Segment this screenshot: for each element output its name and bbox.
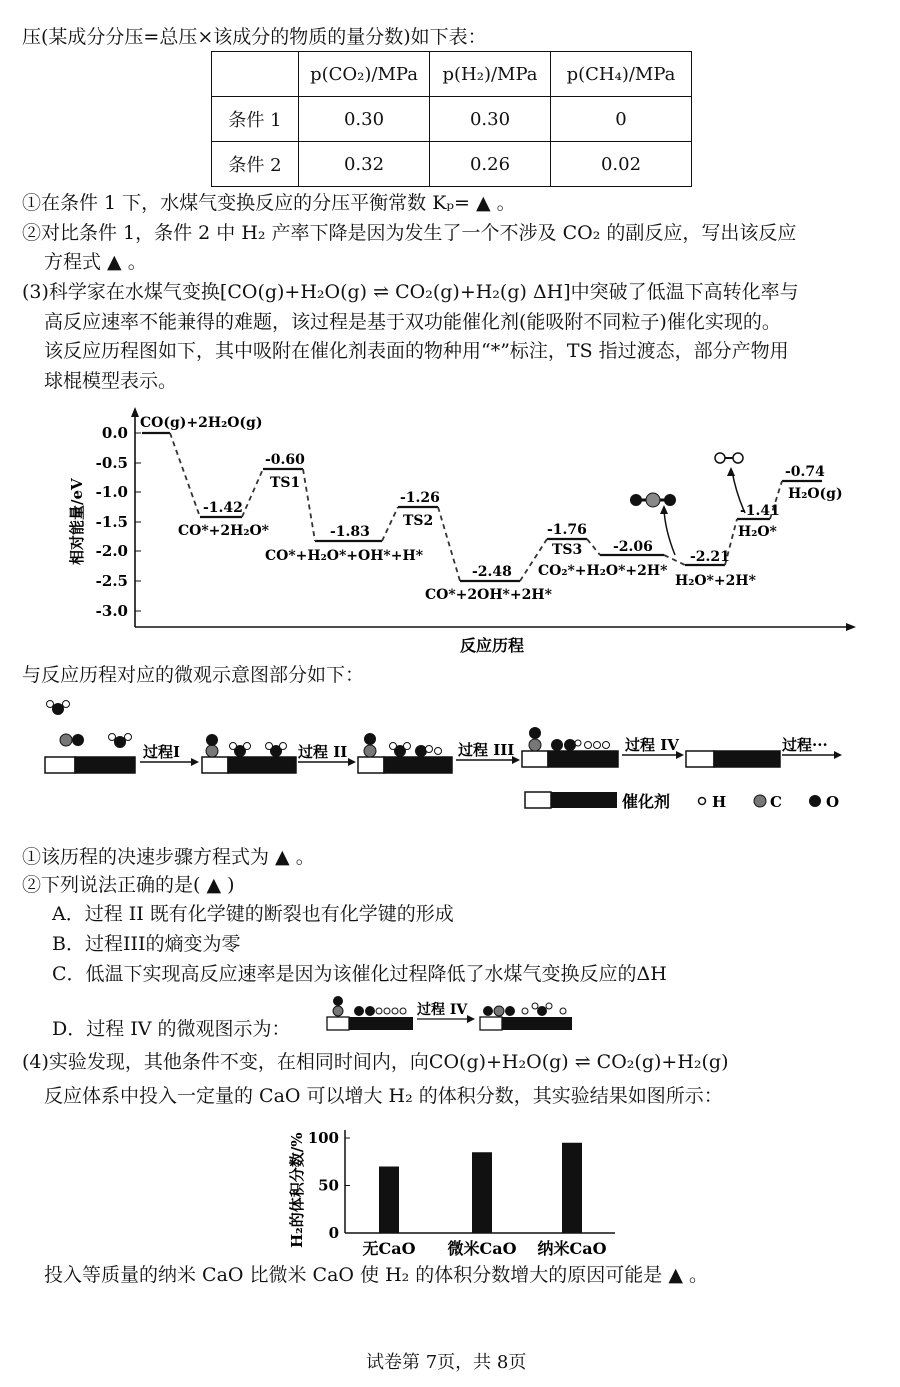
state-energy: -1.26	[400, 490, 440, 506]
question-2-line-1: ②对比条件 1，条件 2 中 H₂ 产率下降是因为发生了一个不涉及 CO₂ 的副反应，写出该反应	[22, 222, 797, 244]
part-3-line-4: 球棍模型表示。	[44, 370, 178, 392]
table-cell: 0.32	[299, 142, 430, 187]
table-row-label: 条件 1	[212, 97, 299, 142]
table-header-cell	[212, 52, 299, 97]
state-label: CO*+H₂O*+OH*+H*	[265, 548, 424, 564]
table-row	[212, 97, 692, 142]
option-a: A．过程 II 既有化学键的断裂也有化学键的形成	[52, 903, 454, 925]
table-cell: 0.30	[430, 97, 551, 142]
chart-bar	[379, 1167, 399, 1234]
legend-catalyst: 催化剂	[622, 792, 671, 811]
state-label: CO(g)+2H₂O(g)	[140, 415, 263, 431]
y-tick-label: -1.0	[95, 483, 128, 501]
chart-category-label: 无CaO	[362, 1239, 416, 1258]
step-label: 过程 III	[458, 741, 515, 759]
table-header-cell: p(CO₂)/MPa	[299, 52, 430, 97]
release-arrow	[732, 471, 745, 513]
state-label: CO*+2H₂O*	[178, 523, 270, 539]
question-2-line-2: 方程式 ▲ 。	[44, 251, 147, 273]
partial-pressure-table	[211, 51, 692, 187]
table-cell: 0	[551, 97, 692, 142]
state-label: CO₂*+H₂O*+2H*	[538, 563, 668, 579]
chart-y-tick-label: 0	[328, 1224, 339, 1242]
page-footer: 试卷第 7页，共 8页	[366, 1352, 527, 1373]
cao-bar-chart	[280, 1118, 650, 1260]
part-3-line-3: 该反应历程图如下，其中吸附在催化剂表面的物种用“*”标注，TS 指过渡态，部分产物用	[44, 340, 789, 362]
release-arrow	[664, 509, 675, 555]
legend	[525, 792, 839, 811]
molecules-stage-4	[529, 727, 610, 751]
part-4-line-1: (4)实验发现，其他条件不变，在相同时间内，向CO(g)+H₂O(g) ⇌ CO₂(g)+H₂(g)	[22, 1051, 729, 1073]
question-3-1: ①该历程的决速步骤方程式为 ▲ 。	[22, 846, 315, 868]
chart-bar	[562, 1143, 582, 1233]
y-tick-label: 0.0	[101, 424, 128, 442]
state-energy: -1.41	[740, 503, 780, 519]
micro-scheme-diagram	[40, 695, 870, 820]
chart-category-label: 微米CaO	[447, 1239, 517, 1258]
table-cell: 0.26	[430, 142, 551, 187]
energy-profile-diagram	[60, 405, 860, 660]
state-energy: -2.48	[472, 564, 512, 580]
question-4: 投入等质量的纳米 CaO 比微米 CaO 使 H₂ 的体积分数增大的原因可能是 ▲ 。	[44, 1264, 708, 1286]
chart-bar	[472, 1152, 492, 1233]
h2-molecule-icon	[715, 453, 743, 463]
step-label: 过程I	[143, 743, 181, 761]
state-label: TS2	[403, 513, 434, 529]
part-3-line-1: (3)科学家在水煤气变换[CO(g)+H₂O(g) ⇌ CO₂(g)+H₂(g) ΔH]中突破了低温下高转化率与	[22, 281, 799, 303]
state-label: CO*+2OH*+2H*	[425, 587, 552, 603]
state-label: TS1	[270, 475, 301, 491]
state-energy: -1.76	[547, 522, 587, 538]
chart-category-label: 纳米CaO	[537, 1239, 607, 1258]
y-tick-label: -2.0	[95, 542, 128, 560]
state-label: H₂O*+2H*	[675, 573, 756, 589]
table-header-cell: p(CH₄)/MPa	[551, 52, 692, 97]
state-energy: -1.83	[330, 524, 370, 540]
option-d-step-label: 过程 IV	[417, 1002, 468, 1018]
chart-y-tick-label: 100	[307, 1129, 339, 1147]
state-energy: -0.60	[265, 452, 305, 468]
molecules-stage-3	[364, 733, 442, 757]
molecules-stage-2	[206, 734, 287, 757]
y-tick-label: -2.5	[95, 572, 128, 590]
step-label: 过程···	[782, 736, 828, 754]
state-label: H₂O(g)	[788, 486, 843, 502]
table-row	[212, 142, 692, 187]
molecules-stage-1	[47, 701, 132, 749]
y-axis-label: 相对能量/eV	[68, 478, 86, 565]
option-d-scheme	[325, 993, 580, 1035]
question-1: ①在条件 1 下，水煤气变换反应的分压平衡常数 Kₚ= ▲ 。	[22, 192, 516, 214]
state-energy: -0.74	[785, 464, 825, 480]
legend-c: C	[770, 793, 782, 811]
table-row-label: 条件 2	[212, 142, 299, 187]
y-tick-label: -0.5	[95, 454, 128, 472]
state-energy: -2.21	[690, 549, 730, 565]
x-axis-arrow	[846, 623, 856, 631]
legend-h: H	[712, 793, 727, 811]
intro-line: 压(某成分分压=总压×该成分的物质的量分数)如下表：	[22, 26, 487, 48]
table-cell: 0.02	[551, 142, 692, 187]
micro-title: 与反应历程对应的微观示意图部分如下：	[22, 664, 365, 686]
state-energy: -2.06	[613, 539, 653, 555]
state-energy: -1.42	[203, 500, 243, 516]
step-label: 过程 IV	[625, 736, 679, 754]
table-header-cell: p(H₂)/MPa	[430, 52, 551, 97]
state-label: H₂O*	[738, 524, 777, 540]
legend-o: O	[826, 793, 840, 811]
chart-y-tick-label: 50	[318, 1176, 339, 1195]
option-c: C．低温下实现高反应速率是因为该催化过程降低了水煤气变换反应的ΔH	[52, 963, 667, 985]
question-3-2: ②下列说法正确的是( ▲ )	[22, 874, 235, 896]
state-label: TS3	[552, 542, 583, 558]
co2-molecule-icon	[630, 493, 676, 507]
chart-ylabel: H₂的体积分数/%	[288, 1132, 306, 1248]
option-b: B．过程III的熵变为零	[52, 933, 241, 955]
y-tick-label: -1.5	[95, 513, 128, 531]
option-d: D．过程 IV 的微观图示为：	[52, 1018, 291, 1040]
y-tick-label: -3.0	[95, 602, 128, 620]
y-axis-arrow	[131, 407, 139, 417]
step-label: 过程 II	[298, 743, 348, 761]
part-4-line-2: 反应体系中投入一定量的 CaO 可以增大 H₂ 的体积分数，其实验结果如图所示：	[44, 1085, 723, 1107]
table-cell: 0.30	[299, 97, 430, 142]
part-3-line-2: 高反应速率不能兼得的难题，该过程是基于双功能催化剂(能吸附不同粒子)催化实现的。	[44, 311, 781, 333]
x-axis-label: 反应历程	[460, 636, 525, 655]
table-header-row	[212, 52, 692, 97]
